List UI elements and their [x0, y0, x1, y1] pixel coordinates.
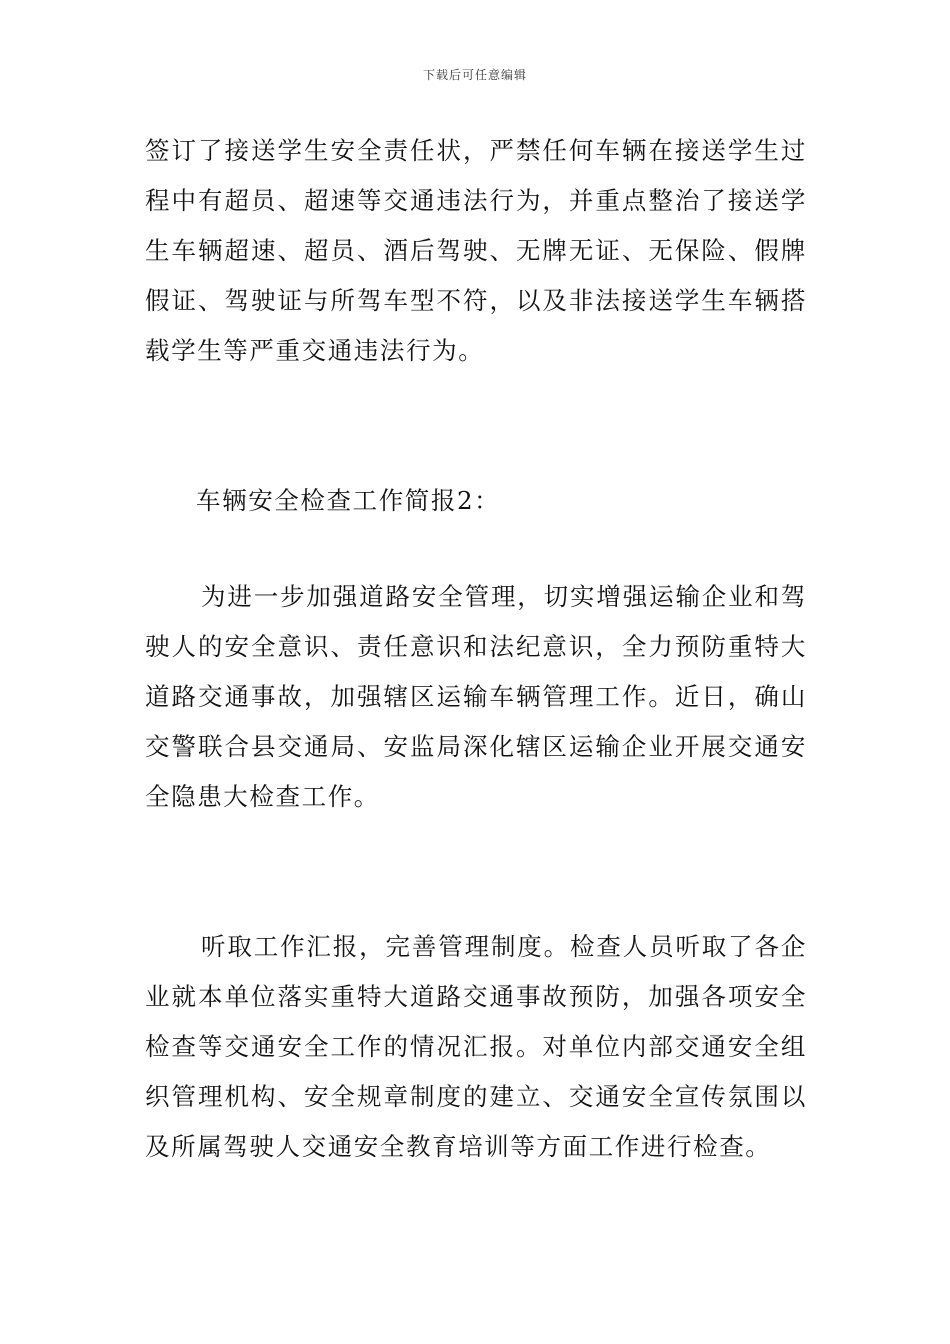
body-paragraph-1: 签订了接送学生安全责任状，严禁任何车辆在接送学生过程中有超员、超速等交通违法行为，并重点整治了接送学生车辆超速、超员、酒后驾驶、无牌无证、无保险、假牌假证、驾驶证与所驾车型不符，以及非法接送学生车辆搭载学生等严重交通违法行为。 — [145, 136, 807, 365]
section-title: 车辆安全检查工作简报2： — [196, 486, 501, 515]
body-paragraph-3: 听取工作汇报，完善管理制度。检查人员听取了各企业就本单位落实重特大道路交通事故预防，加强各项安全检查等交通安全工作的情况汇报。对单位内部交通安全组织管理机构、安全规章制度的建立、交通安全宣传氛围以及所属驾驶人交通安全教育培训等方面工作进行检查。 — [145, 932, 807, 1161]
body-paragraph-2: 为进一步加强道路安全管理，切实增强运输企业和驾驶人的安全意识、责任意识和法纪意识，全力预防重特大道路交通事故，加强辖区运输车辆管理工作。近日，确山交警联合县交通局、安监局深化辖区运输企业开展交通安全隐患大检查工作。 — [145, 582, 807, 811]
header-note: 下载后可任意编辑 — [422, 68, 527, 82]
